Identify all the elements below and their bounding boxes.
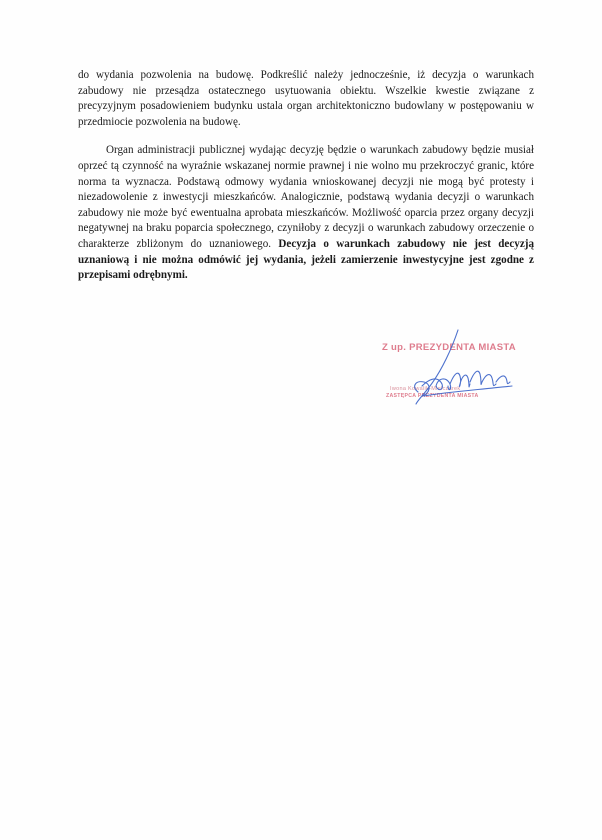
stamp-caption: ZASTĘPCA PREZYDENTA MIASTA bbox=[386, 393, 479, 399]
stamp-name: Iwona Kowalik-Mielczarek bbox=[390, 386, 461, 392]
paragraph-1-text: do wydania pozwolenia na budowę. Podkreślić należy jednocześnie, iż decyzja o warunkach zabudowy nie przesądza ostatecznego usytuowania obiektu. Wszelkie kwestie związane z precyzyjnym posadowieniem budynku ustala organ architektoniczno budowlany w postępowaniu w przedmiocie pozwolenia na budowę. bbox=[78, 69, 534, 128]
handwritten-signature bbox=[372, 326, 552, 416]
paragraph-1 bbox=[78, 68, 534, 130]
document-body bbox=[78, 68, 534, 284]
paragraph-2-bold-conclusion: Decyzja o warunkach zabudowy nie jest decyzją uznaniową i nie można odmówić jej wydania, jeżeli zamierzenie inwestycyjne jest zgodne z przepisami odrębnymi. bbox=[78, 237, 534, 282]
paragraph-2-text: Organ administracji publicznej wydając decyzję będzie o warunkach zabudowy będzie musiał oprzeć tą czynność na wyraźnie wskazanej normie prawnej i nie wolno mu przekroczyć granic, które norma ta wyznacza. Podstawą odmowy wydania wnioskowanej decyzji nie mogą być protesty i niezadowolenie z inwestycji mieszkańców. Analogicznie, podstawą wydania decyzji o warunkach zabudowy nie może być ewentualna aprobata mieszkańców. Możliwość oparcia przez organy decyzji negatywnej na braku poparcia społecznego, czyniłoby z decyzji o warunkach zabudowy orzeczenie o charakterze zbliżonym do uznaniowego. bbox=[78, 144, 534, 250]
signature-stamp bbox=[372, 326, 552, 416]
stamp-title: Z up. PREZYDENTA MIASTA bbox=[382, 342, 516, 353]
paragraph-2 bbox=[78, 143, 534, 283]
